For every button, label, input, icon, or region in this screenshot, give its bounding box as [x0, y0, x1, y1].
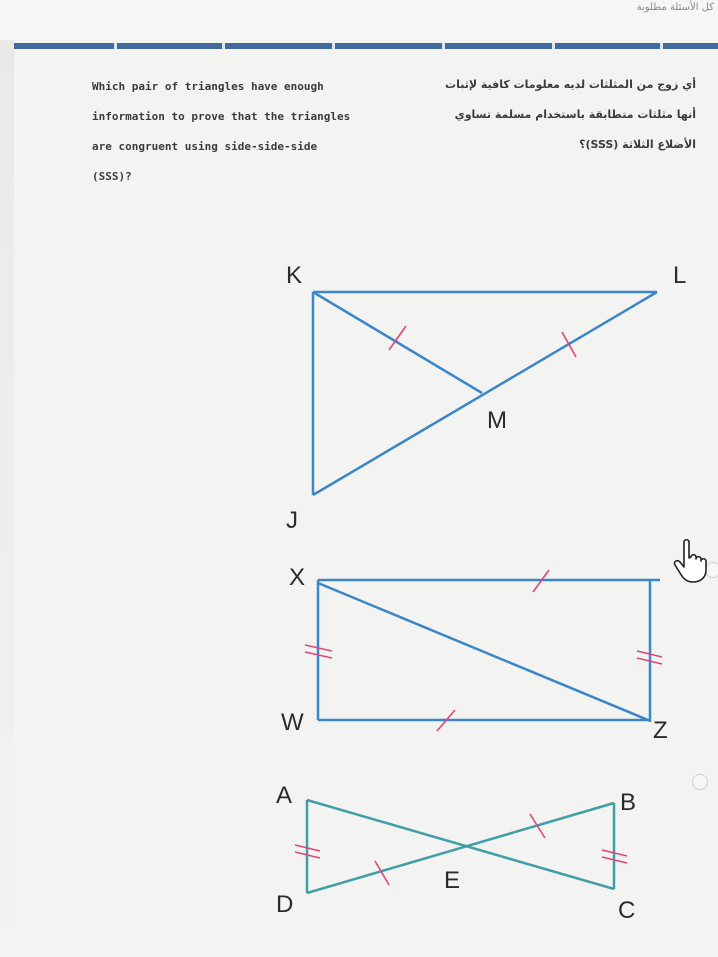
- question-line-ar: الأضلاع الثلاثة (SSS)؟: [579, 138, 696, 151]
- tick-ml: [562, 332, 576, 357]
- label-m: M: [487, 407, 507, 434]
- label-j: J: [286, 507, 298, 534]
- figure-klm: [313, 292, 657, 495]
- label-b: B: [620, 789, 637, 816]
- label-e: E: [444, 867, 461, 894]
- label-l: L: [673, 262, 687, 289]
- label-c: C: [618, 897, 636, 924]
- label-w: W: [281, 709, 304, 736]
- segment-ac: [307, 800, 614, 889]
- label-x: X: [289, 564, 306, 591]
- segment-db: [307, 803, 614, 893]
- label-z: Z: [653, 717, 668, 744]
- label-d: D: [276, 891, 294, 918]
- hand-pointer-icon: [672, 538, 712, 584]
- question-line: information to prove that the triangles: [92, 110, 351, 123]
- question-line: (SSS)?: [92, 170, 132, 183]
- label-k: K: [286, 262, 303, 289]
- figure-abcde-ticks: [295, 814, 627, 885]
- answer-radio-abcde[interactable]: [692, 774, 708, 790]
- segment-km: [313, 292, 482, 393]
- figure-klm-ticks: [389, 326, 576, 357]
- question-line: Which pair of triangles have enough: [92, 80, 324, 93]
- figure-abcde: [307, 800, 614, 893]
- question-line: are congruent using side-side-side: [92, 140, 318, 153]
- label-a: A: [276, 782, 293, 809]
- figure-wxyz: [318, 580, 660, 722]
- question-line-ar: أي زوج من المثلثات لديه معلومات كافية لإثبات: [445, 78, 696, 91]
- required-note: كل الأسئلة مطلوبة: [636, 2, 714, 13]
- segment-xz: [318, 583, 648, 720]
- question-line-ar: أنها مثلثات متطابقة باستخدام مسلمة تساوي: [454, 108, 696, 121]
